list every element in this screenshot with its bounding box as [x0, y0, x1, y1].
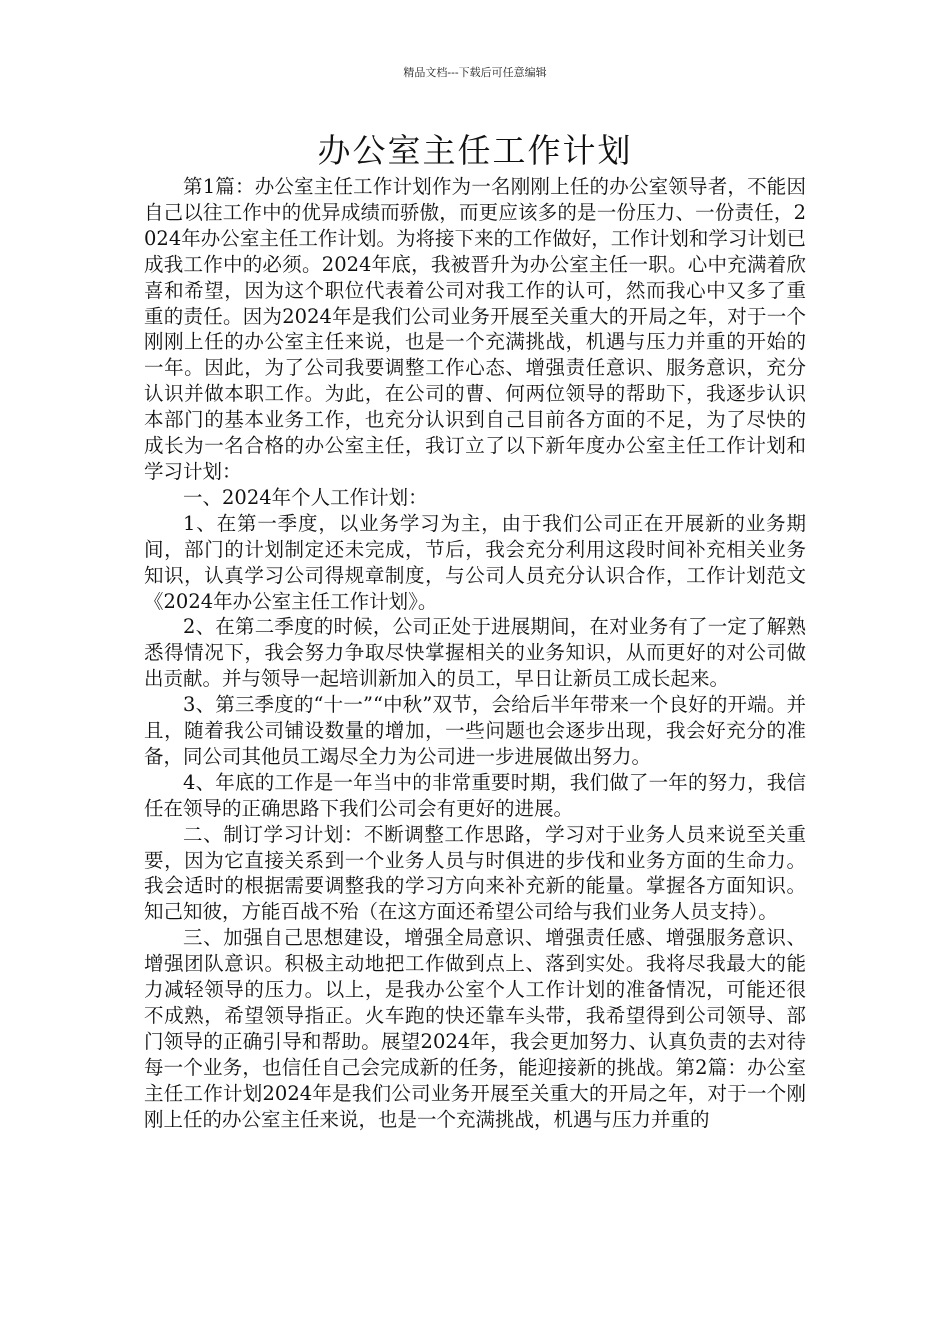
paragraph-q4-plan: 4、年底的工作是一年当中的非常重要时期，我们做了一年的努力，我信任在领导的正确思路下我们公司会有更好的进展。 — [144, 770, 806, 820]
paragraph-study-plan: 二、制订学习计划：不断调整工作思路，学习对于业务人员来说至关重要，因为它直接关系到一个业务人员与时俱进的步伐和业务方面的生命力。我会适时的根据需要调整我的学习方向来补充新的能量。掌握各方面知识。知己知彼，方能百战不殆（在这方面还希望公司给与我们业务人员支持）。 — [144, 822, 806, 924]
paragraph-q3-plan: 3、第三季度的“十一”“中秋”双节，会给后半年带来一个良好的开端。并且，随着我公司铺设数量的增加，一些问题也会逐步出现，我会好充分的准备，同公司其他员工竭尽全力为公司进一步进展做出努力。 — [144, 693, 806, 768]
paragraph-self-improvement: 三、加强自己思想建设，增强全局意识、增强责任感、增强服务意识、增强团队意识。积极主动地把工作做到点上、落到实处。我将尽我最大的能力减轻领导的压力。以上，是我办公室个人工作计划的准备情况，可能还很不成熟，希望领导指正。火车跑的快还靠车头带，我希望得到公司领导、部门领导的正确引导和帮助。展望2024年，我会更加努力、认真负责的去对待每一个业务，也信任自己会完成新的任务，能迎接新的挑战。第2篇：办公室主任工作计划2024年是我们公司业务开展至关重大的开局之年，对于一个刚刚上任的办公室主任来说，也是一个充满挑战，机遇与压力并重的 — [144, 926, 806, 1131]
document-body — [144, 174, 806, 1133]
paragraph-q2-plan: 2、在第二季度的时候，公司正处于进展期间，在对业务有了一定了解熟悉得情况下，我会努力争取尽快掌握相关的业务知识，从而更好的对公司做出贡献。并与领导一起培训新加入的员工，早日让新员工成长起来。 — [144, 615, 806, 691]
paragraph-section-1-heading: 一、2024年个人工作计划： — [183, 485, 428, 509]
document-title: 办公室主任工作计划 — [317, 131, 633, 170]
paragraph-q1-plan: 1、在第一季度，以业务学习为主，由于我们公司正在开展新的业务期间，部门的计划制定还未完成，节后，我会充分利用这段时间补充相关业务知识，认真学习公司得规章制度，与公司人员充分认识合作，工作计划范文《2024年办公室主任工作计划》。 — [144, 511, 806, 613]
page-header-note: 精品文档---下载后可任意编辑 — [403, 66, 547, 79]
paragraph-intro: 第1篇：办公室主任工作计划作为一名刚刚上任的办公室领导者，不能因自己以往工作中的优异成绩而骄傲，而更应该多的是一份压力、一份责任，2024年办公室主任工作计划。为将接下来的工作做好，工作计划和学习计划已成我工作中的必须。2024年底，我被晋升为办公室主任一职。心中充满着欣喜和希望，因为这个职位代表着公司对我工作的认可，然而我心中又多了重重的责任。因为2024年是我们公司业务开展至关重大的开局之年，对于一个刚刚上任的办公室主任来说，也是一个充满挑战，机遇与压力并重的开始的一年。因此，为了公司我要调整工作心态、增强责任意识、服务意识，充分认识并做本职工作。为此，在公司的曹、何两位领导的帮助下，我逐步认识本部门的基本业务工作，也充分认识到自己目前各方面的不足，为了尽快的成长为一名合格的办公室主任，我订立了以下新年度办公室主任工作计划和学习计划： — [144, 175, 806, 483]
